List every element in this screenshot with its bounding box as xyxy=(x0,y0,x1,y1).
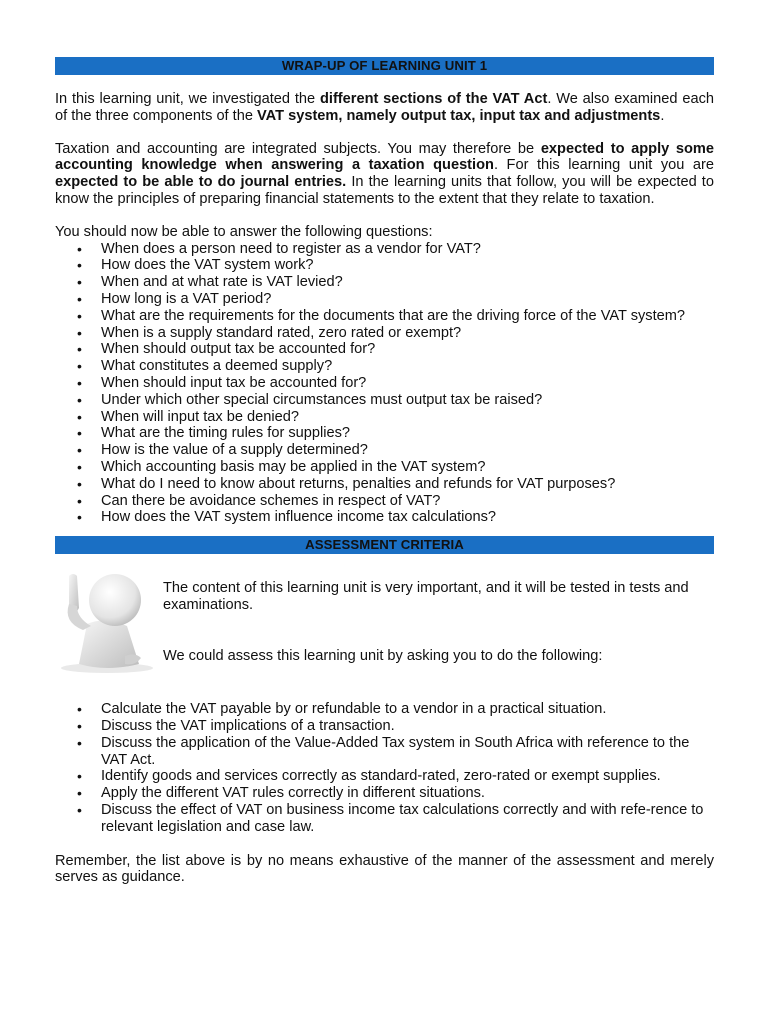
list-item: • How long is a VAT period? xyxy=(101,291,714,308)
list-item: • Discuss the VAT implications of a transaction. xyxy=(101,718,714,735)
list-item: • What are the requirements for the documents that are the driving force of the VAT system? xyxy=(101,308,714,325)
list-item: • What constitutes a deemed supply? xyxy=(101,358,714,375)
closing-paragraph: Remember, the list above is by no means exhaustive of the manner of the assessment and merely serves as guidance. xyxy=(55,852,714,886)
wrap-up-paragraph-2: Taxation and accounting are integrated subjects. You may therefore be expected to apply some accounting knowledge when answering a taxation question. For this learning unit you are expected to be able to do journal entries. In the learning units that follow, you will be expected to know the principles of preparing financial statements to the extent that they relate to taxation. xyxy=(55,140,714,207)
list-item: • When and at what rate is VAT levied? xyxy=(101,274,714,291)
list-item: • Which accounting basis may be applied in the VAT system? xyxy=(101,459,714,476)
list-item: • When does a person need to register as a vendor for VAT? xyxy=(101,241,714,258)
assessment-intro-text-2: We could assess this learning unit by asking you to do the following: xyxy=(163,648,603,665)
assessment-heading: ASSESSMENT CRITERIA xyxy=(55,536,714,554)
list-item: • Under which other special circumstances must output tax be raised? xyxy=(101,392,714,409)
list-item: • How does the VAT system influence income tax calculations? xyxy=(101,509,714,526)
list-item: • How does the VAT system work? xyxy=(101,257,714,274)
list-item: • Discuss the effect of VAT on business income tax calculations correctly and with refe-rence to relevant legislation and case law. xyxy=(101,802,714,836)
criteria-list xyxy=(55,701,714,835)
pointing-person-figure-icon xyxy=(55,564,155,676)
questions-intro: You should now be able to answer the following questions: xyxy=(55,223,433,240)
list-item: • Identify goods and services correctly as standard-rated, zero-rated or exempt supplies. xyxy=(101,768,714,785)
list-item: • When should output tax be accounted for? xyxy=(101,341,714,358)
list-item: • When should input tax be accounted for? xyxy=(101,375,714,392)
list-item: • Calculate the VAT payable by or refundable to a vendor in a practical situation. xyxy=(101,701,714,718)
list-item: • How is the value of a supply determined? xyxy=(101,442,714,459)
document-page xyxy=(55,57,714,902)
assessment-intro-text-1: The content of this learning unit is very important, and it will be tested in tests and examinations. xyxy=(163,580,689,613)
wrap-up-paragraph-1: In this learning unit, we investigated the different sections of the VAT Act. We also examined each of the three components of the VAT system, namely output tax, input tax and adjustments. xyxy=(55,91,714,124)
list-item: • What do I need to know about returns, penalties and refunds for VAT purposes? xyxy=(101,476,714,493)
list-item: • Discuss the application of the Value-Added Tax system in South Africa with reference to the VAT Act. xyxy=(101,735,714,769)
list-item: • Apply the different VAT rules correctly in different situations. xyxy=(101,785,714,802)
wrap-up-heading: WRAP-UP OF LEARNING UNIT 1 xyxy=(55,57,714,75)
list-item: • When will input tax be denied? xyxy=(101,409,714,426)
list-item: • What are the timing rules for supplies? xyxy=(101,425,714,442)
questions-list xyxy=(55,241,714,527)
list-item: • When is a supply standard rated, zero rated or exempt? xyxy=(101,325,714,342)
list-item: • Can there be avoidance schemes in respect of VAT? xyxy=(101,493,714,510)
assessment-intro xyxy=(55,564,714,684)
